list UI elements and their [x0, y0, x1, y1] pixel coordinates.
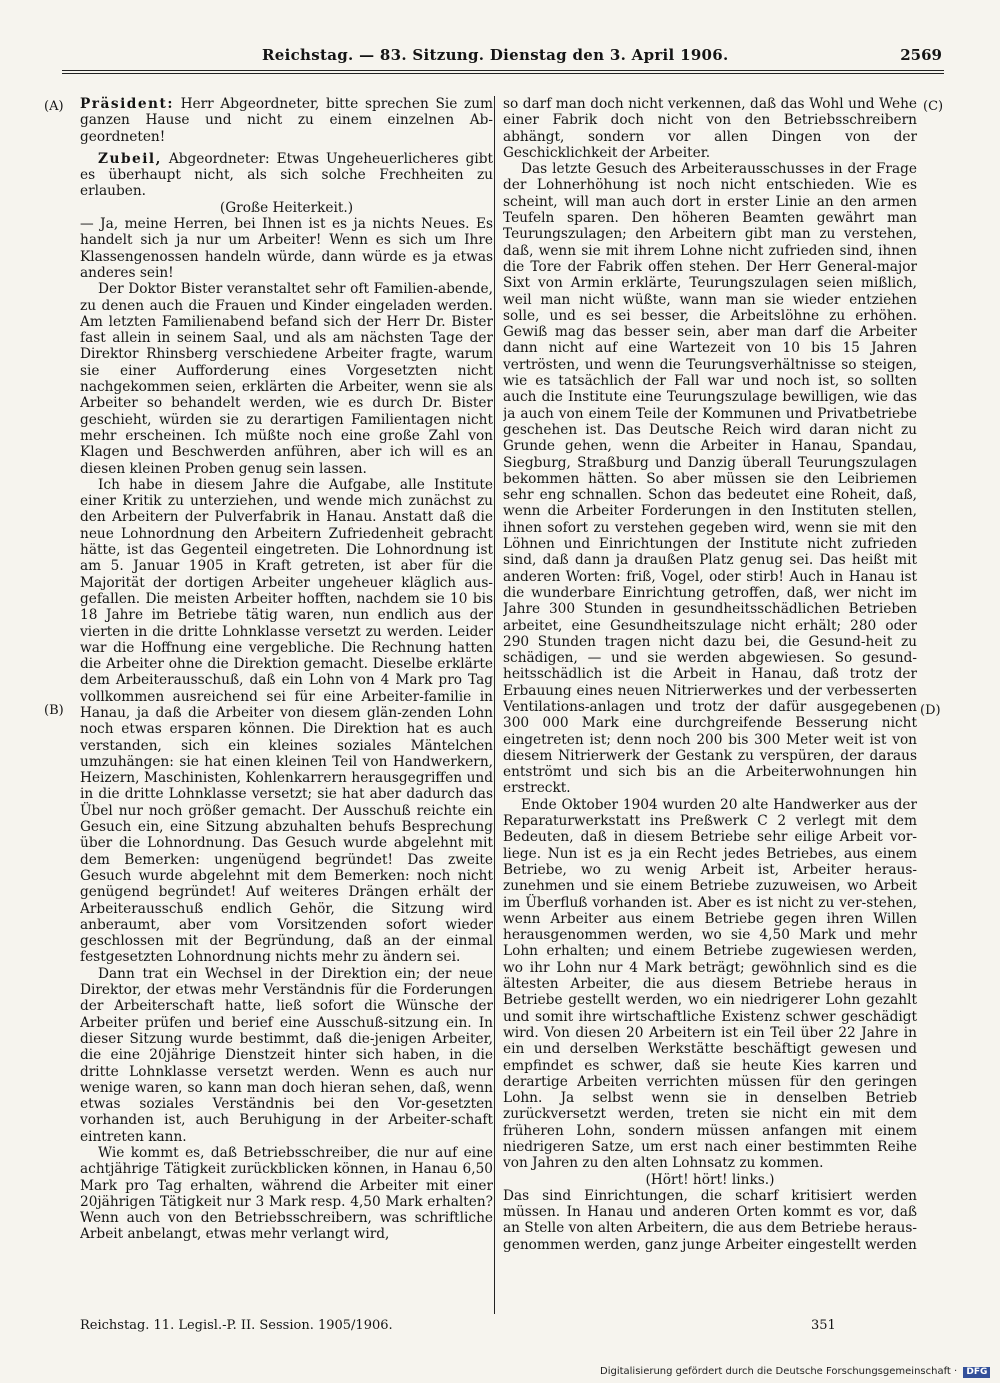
- footer-session: Reichstag. 11. Legisl.-P. II. Session. 1905/1906.: [80, 1318, 393, 1333]
- speaker-name: Präsident:: [80, 96, 174, 112]
- footer-sheet-number: 351: [811, 1318, 836, 1333]
- paragraph: [80, 1145, 493, 1243]
- paragraph: [503, 1172, 917, 1188]
- paragraph-text: so darf man doch nicht verkennen, daß das Wohl und Wehe einer Fabrik doch nicht von den Betriebsschreibern abhängt, sondern vor allen Dingen von der Geschicklichkeit der Arbeiter.: [503, 96, 917, 161]
- paragraph: [80, 216, 493, 281]
- paragraph: [80, 96, 493, 145]
- paragraph: [503, 797, 917, 1172]
- header-rule-double: [62, 73, 944, 74]
- paragraph-text: Ich habe in diesem Jahre die Aufgabe, alle Institute einer Kritik zu unterziehen, und wende mich zunächst zu den Arbeitern der Pulverfabrik in Hanau. Anstatt daß die neue Lohnordnung den Arbeitern Zufriedenheit gebracht hätte, ist das Gegenteil eingetreten. Die Lohnordnung ist am 5. Januar 1905 in Kraft getreten, ist aber für die Majorität der dortigen Arbeiter ungeheuer kläglich aus-gefallen. Die meisten Arbeiter hofften, nachdem sie 10 bis 18 Jahre im Betriebe tätig waren, nun endlich aus der vierten in die dritte Lohnklasse versetzt zu werden. Leider war die Hoffnung eine vergebliche. Die Rechnung hatten die Arbeiter ohne die Direktion gemacht. Dieselbe erklärte dem Arbeiterausschuß, daß ein Lohn von 4 Mark pro Tag vollkommen ausreichend sei für eine Arbeiter-familie in Hanau, ja daß die Arbeiter von diesem glän-zenden Lohn noch etwas ersparen können. Die Direktion hat es auch verstanden, sich ein kleines soziales Mäntelchen umzuhängen: sie hat einen kleinen Teil von Handwerkern, Heizern, Maschinisten, Kohlenkarrern herausgegriffen und in die dritte Lohnklasse versetzt; sie hat aber dadurch das Übel nur noch größer gemacht. Der Ausschuß reichte ein Gesuch ein, eine Sitzung abzuhalten behufs Besprechung über die Lohnordnung. Das Gesuch wurde abgelehnt mit dem Bemerken: ungenügend begründet! Das zweite Gesuch wurde abgelehnt mit dem Bemerken: noch nicht genügend begründet! Auf weiteres Drängen erhält der Arbeiterausschuß endlich Gehör, die Sitzung wird anberaumt, aber vom Vorsitzenden sofort wieder geschlossen mit der Begründung, daß an der einmal festgesetzten Lohnordnung nichts mehr zu ändern sei.: [80, 476, 493, 966]
- paragraph-text: Dann trat ein Wechsel in der Direktion ein; der neue Direktor, der etwas mehr Verständnis für die Forderungen der Arbeiterschaft hatte, ließ sofort die Wünsche der Arbeiter prüfen und berief eine Ausschuß-sitzung ein. In dieser Sitzung wurde bestimmt, daß die-jenigen Arbeiter, die eine 20jährige Dienstzeit hinter sich haben, in die dritte Lohnklasse versetzt werden. Wenn es auch nur wenige waren, so kann man doch hieran sehen, daß, wenn etwas soziales Verständnis bei den Vor-gesetzten vorhanden ist, auch Beruhigung in der Arbeiter-schaft eintreten kann.: [80, 965, 493, 1145]
- paragraph: [80, 281, 493, 477]
- header-title: Reichstag. — 83. Sitzung. Dienstag den 3. April 1906.: [262, 46, 729, 64]
- right-column: [503, 96, 917, 1314]
- column-divider: [494, 96, 495, 1314]
- paragraph: [503, 96, 917, 161]
- paragraph-text: Der Doktor Bister veranstaltet sehr oft Familien-abende, zu denen auch die Frauen und Kinder eingeladen werden. Am letzten Familienabend befand sich der Herr Dr. Bister fast allein in seinem Saal, und als am nächsten Tage der Direktor Rhinsberg verschiedene Arbeiter fragte, warum sie einer Aufforderung eines Vorgesetzten nicht nachgekommen seien, erklärten die Arbeiter, wenn sie als Arbeiter so behandelt werden, wie es durch Dr. Bister geschieht, würden sie zu derartigen Familientagen nicht mehr erscheinen. Ich müßte noch eine große Zahl von Klagen und Beschwerden anführen, aber ich will es an diesen kleinen Proben genug sein lassen.: [80, 281, 493, 477]
- paragraph-text: Das letzte Gesuch des Arbeiterausschusses in der Frage der Lohnerhöhung ist noch nicht entschieden. Wie es scheint, will man auch dort in erster Linie an den armen Teufeln sparen. Den höheren Beamten gewährt man Teurungszulagen; den Arbeitern gibt man zu verstehen, daß, wenn sie mit ihrem Lohne nicht zufrieden sind, ihnen die Tore der Fabrik offen stehen. Der Herr General-major Sixt von Armin erklärte, Teurungszulagen seien mißlich, weil man nicht wüßte, wann man sie wieder entziehen solle, und es sei besser, die Arbeitslöhne zu erhöhen. Gewiß mag das besser sein, aber man darf die Arbeiter dann nicht auf eine Wartezeit von 10 bis 15 Jahren vertrösten, und wenn die Teurungsverhältnisse so steigen, wie es tatsächlich der Fall war und noch ist, so sollten auch die Institute eine Teurungszulage bewilligen, wie das ja auch von einem Teile der Kommunen und Privatbetriebe geschehen ist. Das Deutsche Reich wird daran nicht zu Grunde gehen, wenn die Arbeiter in Hanau, Spandau, Siegburg, Straßburg und Danzig überall Teurungszulagen bekommen hätten. So aber müssen sie den Leibriemen sehr eng schnallen. Schon das bedeutet eine Roheit, daß, wenn die Arbeiter Forderungen in den Instituten stellen, ihnen sofort zu verstehen gegeben wird, wenn sie mit den Löhnen und Einrichtungen der Institute nicht zufrieden sind, daß dann ja draußen Platz genug sei. Das heißt mit anderen Worten: friß, Vogel, oder stirb! Auch in Hanau ist die wunderbare Einrichtung getroffen, daß, wer nicht im Jahre 300 Stunden in gesundheitsschädlichen Betrieben arbeitet, eine Gesundheitszulage nicht erhält; 280 oder 290 Stunden tragen nicht dazu bei, die Gesund-heit zu schädigen, — und sie werden abgewiesen. So gesund-heitsschädlich ist die Arbeit in Hanau, daß trotz der Erbauung eines neuen Nitrierwerkes und der verbesserten Ventilations-anlagen und trotz der dafür ausgegebenen 300 000 Mark eine durchgreifende Besserung nicht eingetreten ist; denn noch 200 bis 300 Meter weit ist von diesem Nitrierwerk der Gestank zu verspüren, der daraus entströmt und sich bis an die Arbeiterwohnungen hin erstreckt.: [503, 161, 917, 797]
- paragraph-text: Abgeordneter: Etwas Ungeheuerlicheres gibt es überhaupt nicht, als sich solche Frechheiten zu erlauben.: [80, 150, 493, 200]
- paragraph-text: (Hört! hört! links.): [645, 1171, 775, 1188]
- paragraph-text: Ende Oktober 1904 wurden 20 alte Handwerker aus der Reparaturwerkstatt ins Preßwerk C 2 verlegt mit dem Bedeuten, daß in diesem Betriebe sehr eilige Arbeit vor-liege. Nun ist es ja ein Recht jedes Betriebes, aus einem Betriebe, wo zu wenig Arbeit ist, Arbeiter heraus-zunehmen und sie einem Betriebe zuzuweisen, wo Arbeit im Überfluß vorhanden ist. Aber es ist nicht zu ver-stehen, wenn Arbeiter aus einem Betriebe gegen ihren Willen herausgenommen werden, wo sie 4,50 Mark und mehr Lohn erhalten; und einem Betriebe zugewiesen werden, wo ihr Lohn nur 4 Mark beträgt; gewöhnlich sind es die ältesten Arbeiter, die aus diesem Betriebe heraus in Betriebe gestellt werden, wo ein niedrigerer Lohn gezahlt und somit ihre wirtschaftliche Existenz schwer geschädigt wird. Von diesen 20 Arbeitern ist ein Teil über 22 Jahre in ein und derselben Werkstätte beschäftigt gewesen und empfindet es schwer, daß sie heute Kies karren und derartige Arbeiten verrichten müssen für den geringen Lohn. Ja selbst wenn sie in denselben Betrieb zurückversetzt werden, treten sie nicht ein mit dem früheren Lohn, sondern müssen anfangen mit einem niedrigeren Satze, um erst nach einer bestimmten Reihe von Jahren zu den alten Lohnsatz zu kommen.: [503, 796, 917, 1172]
- paragraph-text: Wie kommt es, daß Betriebsschreiber, die nur auf eine achtjährige Tätigkeit zurückblicken können, in Hanau 6,50 Mark pro Tag erhalten, während die Arbeiter mit einer 20jährigen Tätigkeit nur 3 Mark resp. 4,50 Mark erhalten? Wenn auch von den Betriebsschreibern, was schriftliche Arbeit anbelangt, etwas mehr verlangt wird,: [80, 1145, 493, 1243]
- running-header: [62, 46, 942, 68]
- paragraph: [80, 151, 493, 200]
- dfg-logo: DFG: [963, 1367, 990, 1378]
- paragraph-text: Herr Abgeordneter, bitte sprechen Sie zum ganzen Hause und nicht zu einem einzelnen Ab-geordneten!: [80, 96, 493, 145]
- paragraph: [80, 477, 493, 966]
- paragraph: [503, 1188, 917, 1253]
- left-column: [80, 96, 493, 1314]
- header-rule: [62, 70, 944, 71]
- paragraph-text: — Ja, meine Herren, bei Ihnen ist es ja nichts Neues. Es handelt sich ja nur um Arbeiter! Wenn es sich um Ihre Klassengenossen handeln würde, dann würde es ja etwas anderes sein!: [80, 216, 493, 281]
- margin-marker-b: (B): [44, 703, 64, 718]
- paragraph-text: (Große Heiterkeit.): [219, 199, 354, 216]
- paragraph-text: Das sind Einrichtungen, die scharf kritisiert werden müssen. In Hanau und anderen Orten kommt es vor, daß an Stelle von alten Arbeitern, die aus dem Betriebe heraus-genommen werden, ganz junge Arbeiter eingestellt werden: [503, 1187, 917, 1253]
- paragraph: [503, 161, 917, 797]
- paragraph: [80, 200, 493, 216]
- paragraph: [80, 966, 493, 1145]
- margin-marker-c: (C): [923, 99, 944, 114]
- digitization-credit: [600, 1366, 990, 1378]
- speaker-name: Zubeil,: [98, 150, 162, 167]
- margin-marker-d: (D): [920, 703, 941, 718]
- credit-text: Digitalisierung gefördert durch die Deutsche Forschungsgemeinschaft ·: [600, 1366, 958, 1377]
- page-number: 2569: [900, 46, 942, 64]
- margin-marker-a: (A): [44, 99, 64, 114]
